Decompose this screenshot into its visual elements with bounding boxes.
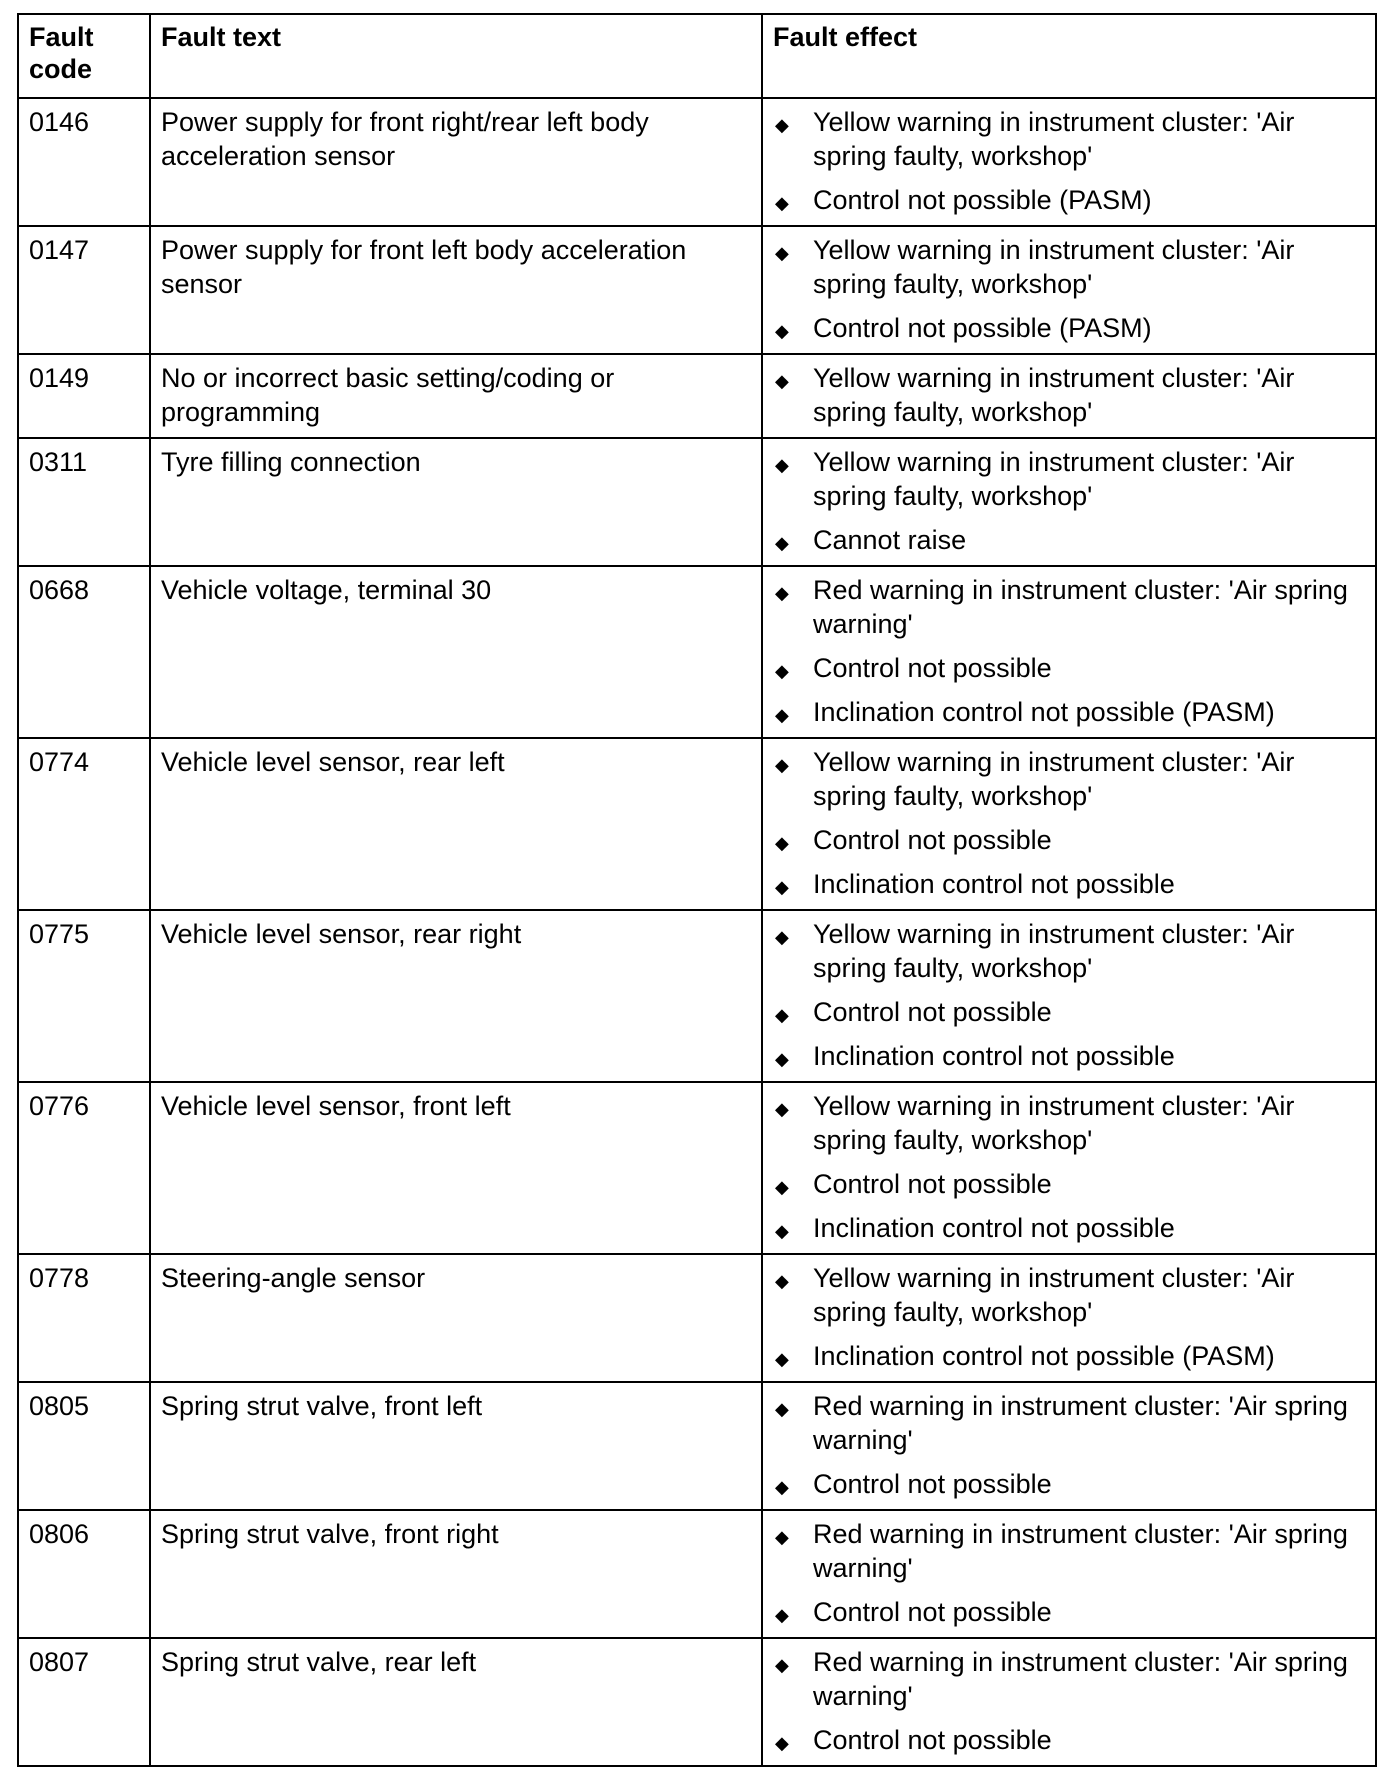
- list-item: [773, 1261, 1365, 1329]
- fault-text: Steering-angle sensor: [150, 1254, 762, 1382]
- table-row: [18, 910, 1376, 1082]
- fault-effect-text: Control not possible: [813, 1597, 1052, 1627]
- list-item: [773, 1339, 1365, 1373]
- fault-code: 0146: [18, 98, 150, 226]
- fault-effect-text: Yellow warning in instrument cluster: 'Air spring faulty, workshop': [813, 919, 1295, 983]
- list-item: [773, 917, 1365, 985]
- diamond-bullet-icon: ◆: [775, 115, 789, 135]
- list-item: [773, 1645, 1365, 1713]
- list-item: [773, 1089, 1365, 1157]
- diamond-bullet-icon: ◆: [775, 661, 789, 681]
- fault-effect-text: Control not possible (PASM): [813, 185, 1152, 215]
- fault-effect-list: [773, 917, 1365, 1073]
- fault-text: Power supply for front left body acceleration sensor: [150, 226, 762, 354]
- fault-effect-text: Control not possible (PASM): [813, 313, 1152, 343]
- list-item: [773, 745, 1365, 813]
- diamond-bullet-icon: ◆: [775, 583, 789, 603]
- diamond-bullet-icon: ◆: [775, 1005, 789, 1025]
- fault-effect-list: [773, 1389, 1365, 1501]
- diamond-bullet-icon: ◆: [775, 193, 789, 213]
- fault-effect-text: Control not possible: [813, 1169, 1052, 1199]
- list-item: [773, 823, 1365, 857]
- fault-code: 0147: [18, 226, 150, 354]
- fault-text: Vehicle level sensor, rear left: [150, 738, 762, 910]
- diamond-bullet-icon: ◆: [775, 1349, 789, 1369]
- diamond-bullet-icon: ◆: [775, 1099, 789, 1119]
- diamond-bullet-icon: ◆: [775, 321, 789, 341]
- fault-text: Power supply for front right/rear left body acceleration sensor: [150, 98, 762, 226]
- table-row: [18, 1638, 1376, 1766]
- diamond-bullet-icon: ◆: [775, 533, 789, 553]
- list-item: [773, 183, 1365, 217]
- diamond-bullet-icon: ◆: [775, 877, 789, 897]
- fault-effect: [762, 910, 1376, 1082]
- table-row: [18, 566, 1376, 738]
- list-item: [773, 1517, 1365, 1585]
- fault-effect-list: [773, 1261, 1365, 1373]
- fault-code: 0806: [18, 1510, 150, 1638]
- diamond-bullet-icon: ◆: [775, 1399, 789, 1419]
- fault-code: 0805: [18, 1382, 150, 1510]
- fault-effect-text: Inclination control not possible (PASM): [813, 697, 1275, 727]
- diamond-bullet-icon: ◆: [775, 755, 789, 775]
- fault-effect-list: [773, 573, 1365, 729]
- fault-code: 0775: [18, 910, 150, 1082]
- header-fault-text: Fault text: [150, 14, 762, 98]
- fault-effect-text: Red warning in instrument cluster: 'Air spring warning': [813, 1519, 1348, 1583]
- header-fault-effect: Fault effect: [762, 14, 1376, 98]
- list-item: [773, 651, 1365, 685]
- list-item: [773, 867, 1365, 901]
- diamond-bullet-icon: ◆: [775, 1221, 789, 1241]
- fault-effect-text: Yellow warning in instrument cluster: 'Air spring faulty, workshop': [813, 747, 1295, 811]
- fault-effect-text: Inclination control not possible (PASM): [813, 1341, 1275, 1371]
- list-item: [773, 573, 1365, 641]
- diamond-bullet-icon: ◆: [775, 371, 789, 391]
- fault-effect-list: [773, 1517, 1365, 1629]
- table-row: [18, 98, 1376, 226]
- list-item: [773, 1389, 1365, 1457]
- fault-effect-list: [773, 1645, 1365, 1757]
- list-item: [773, 311, 1365, 345]
- fault-text: Spring strut valve, front right: [150, 1510, 762, 1638]
- fault-code: 0149: [18, 354, 150, 438]
- fault-text: No or incorrect basic setting/coding or programming: [150, 354, 762, 438]
- fault-effect: [762, 566, 1376, 738]
- header-fault-code: Fault code: [18, 14, 150, 98]
- list-item: [773, 445, 1365, 513]
- fault-effect-list: [773, 361, 1365, 429]
- fault-text: Spring strut valve, front left: [150, 1382, 762, 1510]
- diamond-bullet-icon: ◆: [775, 455, 789, 475]
- fault-effect-text: Yellow warning in instrument cluster: 'Air spring faulty, workshop': [813, 107, 1295, 171]
- fault-effect-list: [773, 445, 1365, 557]
- table-row: [18, 226, 1376, 354]
- list-item: [773, 105, 1365, 173]
- fault-text: Vehicle level sensor, front left: [150, 1082, 762, 1254]
- diamond-bullet-icon: ◆: [775, 1477, 789, 1497]
- diamond-bullet-icon: ◆: [775, 1655, 789, 1675]
- diamond-bullet-icon: ◆: [775, 1049, 789, 1069]
- fault-text: Vehicle level sensor, rear right: [150, 910, 762, 1082]
- fault-effect-text: Inclination control not possible: [813, 869, 1175, 899]
- fault-effect: [762, 1638, 1376, 1766]
- diamond-bullet-icon: ◆: [775, 927, 789, 947]
- table-row: [18, 1510, 1376, 1638]
- fault-code: 0668: [18, 566, 150, 738]
- diamond-bullet-icon: ◆: [775, 833, 789, 853]
- diamond-bullet-icon: ◆: [775, 1733, 789, 1753]
- fault-effect-text: Inclination control not possible: [813, 1213, 1175, 1243]
- fault-effect-text: Red warning in instrument cluster: 'Air spring warning': [813, 575, 1348, 639]
- fault-effect-text: Red warning in instrument cluster: 'Air spring warning': [813, 1391, 1348, 1455]
- list-item: [773, 361, 1365, 429]
- list-item: [773, 1467, 1365, 1501]
- fault-code-table: [17, 13, 1377, 1767]
- fault-effect-text: Cannot raise: [813, 525, 967, 555]
- fault-effect: [762, 1082, 1376, 1254]
- fault-code: 0776: [18, 1082, 150, 1254]
- list-item: [773, 1167, 1365, 1201]
- fault-effect-text: Control not possible: [813, 653, 1052, 683]
- fault-effect: [762, 438, 1376, 566]
- table-row: [18, 738, 1376, 910]
- fault-text: Vehicle voltage, terminal 30: [150, 566, 762, 738]
- fault-effect-list: [773, 1089, 1365, 1245]
- list-item: [773, 1039, 1365, 1073]
- list-item: [773, 233, 1365, 301]
- fault-effect-text: Control not possible: [813, 825, 1052, 855]
- fault-effect: [762, 98, 1376, 226]
- fault-effect-list: [773, 105, 1365, 217]
- fault-effect: [762, 1382, 1376, 1510]
- fault-effect: [762, 1254, 1376, 1382]
- fault-effect-text: Yellow warning in instrument cluster: 'Air spring faulty, workshop': [813, 1263, 1295, 1327]
- fault-code: 0807: [18, 1638, 150, 1766]
- fault-effect-text: Red warning in instrument cluster: 'Air spring warning': [813, 1647, 1348, 1711]
- table-row: [18, 1382, 1376, 1510]
- fault-code: 0774: [18, 738, 150, 910]
- fault-text: Tyre filling connection: [150, 438, 762, 566]
- fault-code: 0778: [18, 1254, 150, 1382]
- table-row: [18, 438, 1376, 566]
- diamond-bullet-icon: ◆: [775, 243, 789, 263]
- list-item: [773, 1723, 1365, 1757]
- diamond-bullet-icon: ◆: [775, 1605, 789, 1625]
- fault-effect: [762, 738, 1376, 910]
- table-row: [18, 1082, 1376, 1254]
- fault-effect-text: Yellow warning in instrument cluster: 'Air spring faulty, workshop': [813, 235, 1295, 299]
- table-row: [18, 1254, 1376, 1382]
- fault-effect-text: Yellow warning in instrument cluster: 'Air spring faulty, workshop': [813, 363, 1295, 427]
- list-item: [773, 1595, 1365, 1629]
- fault-effect-text: Yellow warning in instrument cluster: 'Air spring faulty, workshop': [813, 447, 1295, 511]
- fault-effect: [762, 354, 1376, 438]
- fault-effect: [762, 1510, 1376, 1638]
- diamond-bullet-icon: ◆: [775, 1177, 789, 1197]
- fault-effect-list: [773, 233, 1365, 345]
- fault-effect-text: Control not possible: [813, 1469, 1052, 1499]
- diamond-bullet-icon: ◆: [775, 1527, 789, 1547]
- fault-code: 0311: [18, 438, 150, 566]
- fault-effect-text: Control not possible: [813, 1725, 1052, 1755]
- fault-effect-text: Control not possible: [813, 997, 1052, 1027]
- table-body: [18, 98, 1376, 1766]
- diamond-bullet-icon: ◆: [775, 705, 789, 725]
- fault-text: Spring strut valve, rear left: [150, 1638, 762, 1766]
- list-item: [773, 1211, 1365, 1245]
- diamond-bullet-icon: ◆: [775, 1271, 789, 1291]
- list-item: [773, 523, 1365, 557]
- fault-effect-list: [773, 745, 1365, 901]
- list-item: [773, 995, 1365, 1029]
- table-row: [18, 354, 1376, 438]
- fault-effect-text: Inclination control not possible: [813, 1041, 1175, 1071]
- fault-effect-text: Yellow warning in instrument cluster: 'Air spring faulty, workshop': [813, 1091, 1295, 1155]
- list-item: [773, 695, 1365, 729]
- table-header-row: [18, 14, 1376, 98]
- fault-effect: [762, 226, 1376, 354]
